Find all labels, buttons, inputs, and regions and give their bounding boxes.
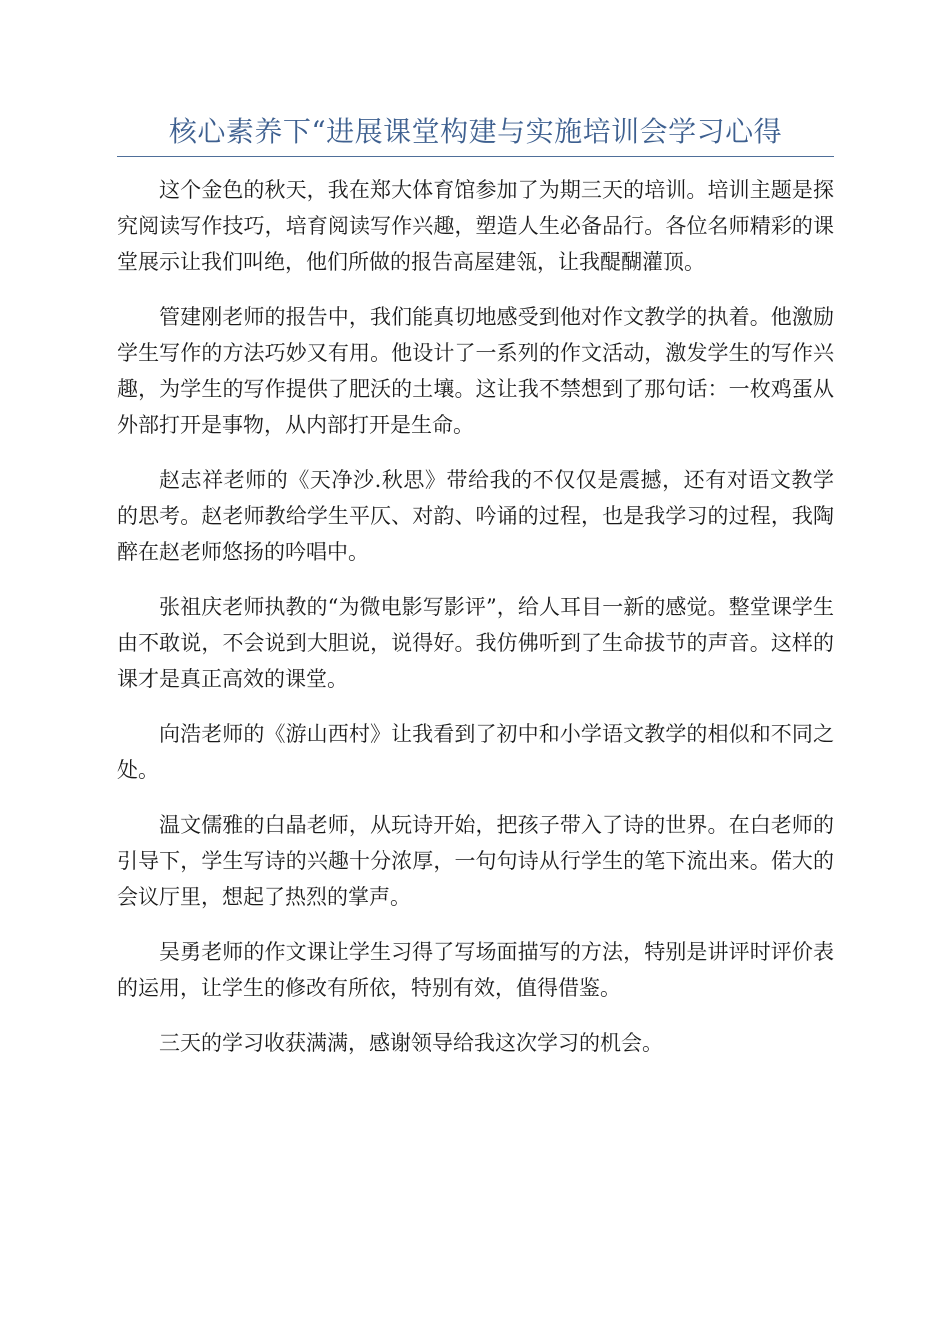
document-body <box>117 172 834 1080</box>
document-title: 核心素养下“进展课堂构建与实施培训会学习心得 <box>168 115 783 148</box>
paragraph: 张祖庆老师执教的“为微电影写影评”，给人耳目一新的感觉。整堂课学生由不敢说，不会说到大胆说，说得好。我仿佛听到了生命拔节的声音。这样的课才是真正高效的课堂。 <box>117 595 834 691</box>
paragraph: 吴勇老师的作文课让学生习得了写场面描写的方法，特别是讲评时评价表的运用，让学生的修改有所依，特别有效，值得借鉴。 <box>117 940 834 1000</box>
title-block <box>117 112 834 157</box>
paragraph: 向浩老师的《游山西村》让我看到了初中和小学语文教学的相似和不同之处。 <box>117 722 834 782</box>
paragraph: 三天的学习收获满满，感谢领导给我这次学习的机会。 <box>159 1031 663 1055</box>
paragraph: 赵志祥老师的《天净沙.秋思》带给我的不仅仅是震撼，还有对语文教学的思考。赵老师教给学生平仄、对韵、吟诵的过程，也是我学习的过程，我陶醉在赵老师悠扬的吟唱中。 <box>117 468 834 564</box>
paragraph: 温文儒雅的白晶老师，从玩诗开始，把孩子带入了诗的世界。在白老师的引导下，学生写诗的兴趣十分浓厚，一句句诗从行学生的笔下流出来。偌大的会议厅里，想起了热烈的掌声。 <box>117 813 834 909</box>
paragraph: 管建刚老师的报告中，我们能真切地感受到他对作文教学的执着。他激励学生写作的方法巧妙又有用。他设计了一系列的作文活动，激发学生的写作兴趣，为学生的写作提供了肥沃的土壤。这让我不禁想到了那句话：一枚鸡蛋从外部打开是事物，从内部打开是生命。 <box>117 305 834 437</box>
paragraph: 这个金色的秋天，我在郑大体育馆参加了为期三天的培训。培训主题是探究阅读写作技巧，培育阅读写作兴趣，塑造人生必备品行。各位名师精彩的课堂展示让我们叫绝，他们所做的报告高屋建瓴，让我醍醐灌顶。 <box>117 178 834 274</box>
